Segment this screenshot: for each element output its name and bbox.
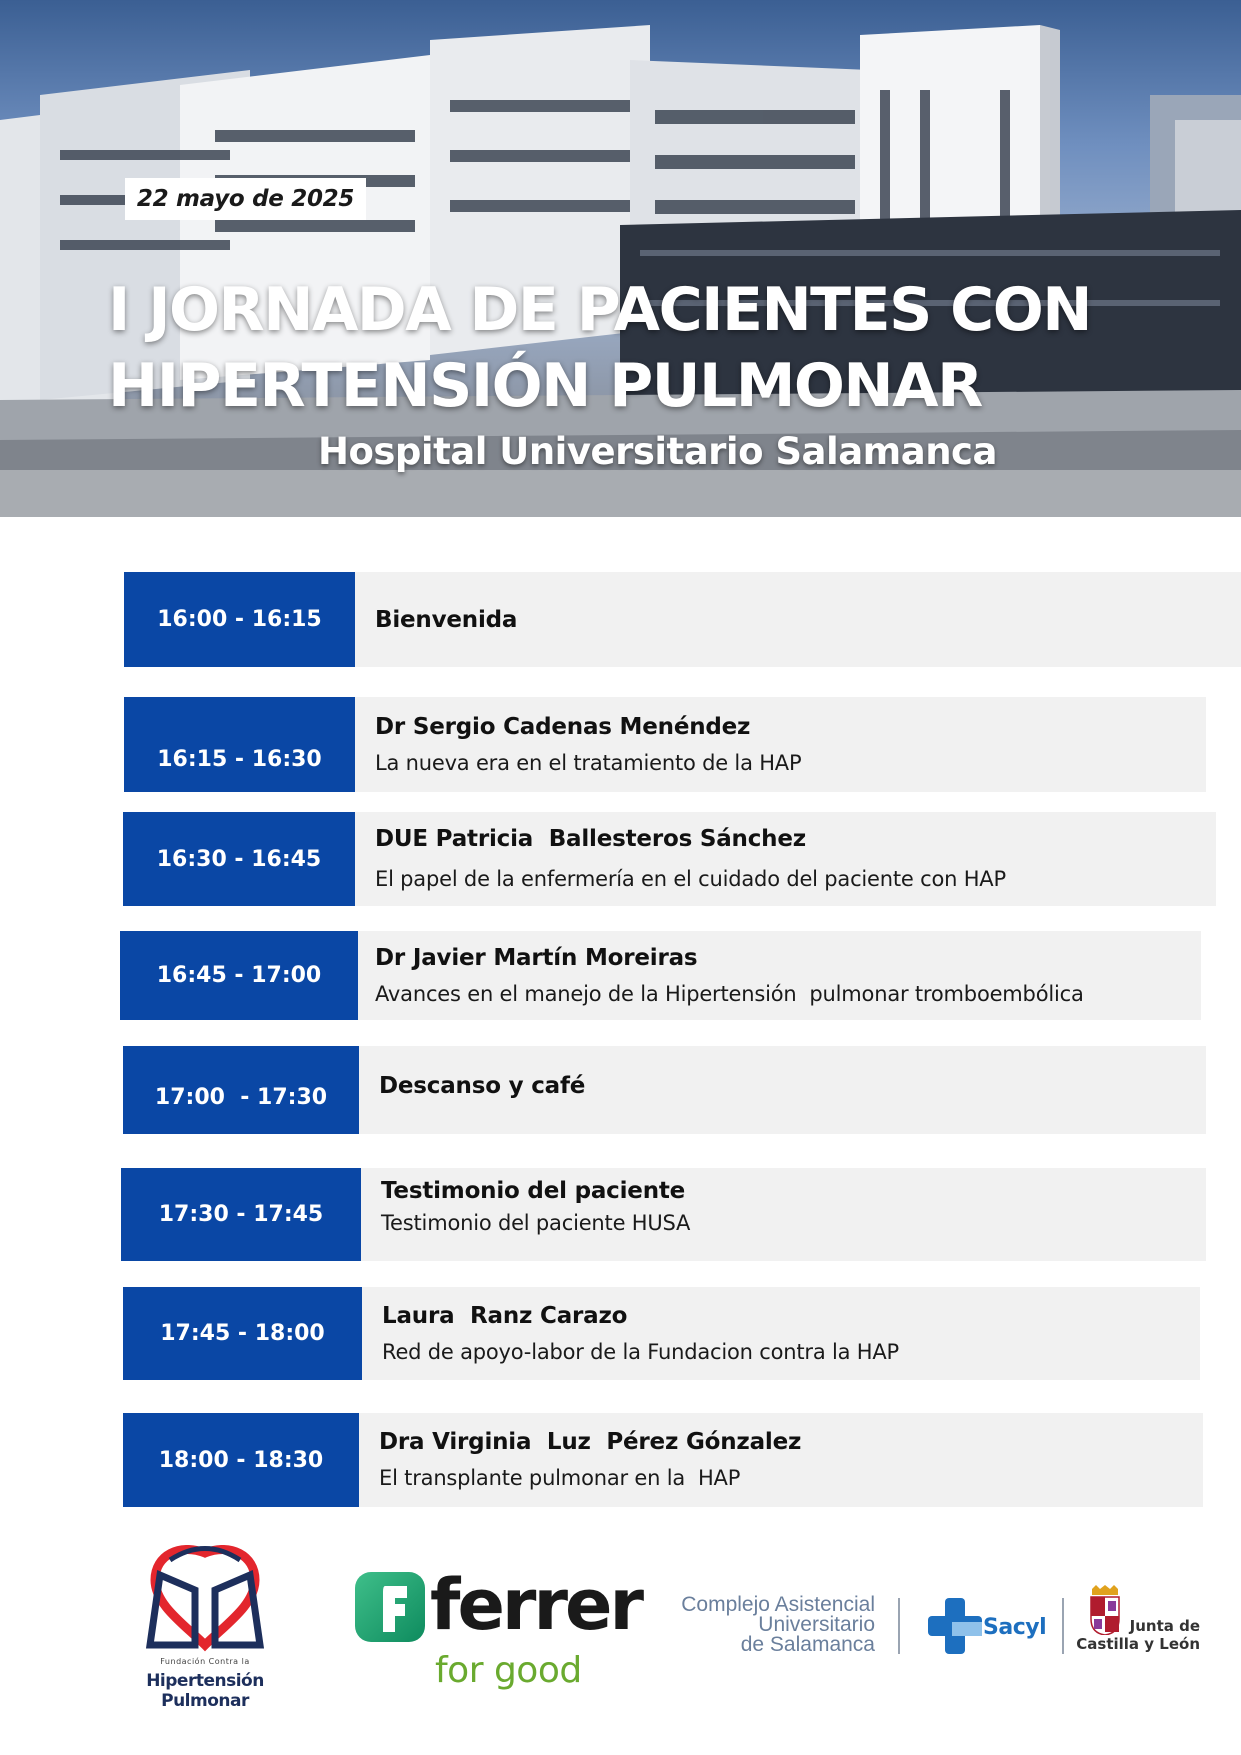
agenda-row (124, 572, 1241, 667)
agenda-speaker: Dr Javier Martín Moreiras (375, 944, 698, 971)
event-title-line2: HIPERTENSIÓN PULMONAR (108, 351, 982, 421)
agenda-topic: La nueva era en el tratamiento de la HAP (375, 750, 802, 775)
agenda-content (361, 1168, 1206, 1261)
hero-banner (0, 0, 1241, 517)
agenda-topic: Testimonio del paciente HUSA (381, 1211, 691, 1235)
agenda-topic: Avances en el manejo de la Hipertensión pulmonar tromboembólica (375, 981, 1084, 1006)
agenda-row (124, 697, 1206, 792)
ferrer-tagline: for good (435, 1650, 582, 1691)
junta-castilla-leon-name: Junta de Castilla y León (1076, 1617, 1200, 1653)
agenda-time: 17:30 - 17:45 (121, 1168, 361, 1261)
agenda-speaker: DUE Patricia Ballesteros Sánchez (375, 826, 806, 852)
divider (898, 1598, 900, 1654)
agenda-row (123, 1046, 1206, 1134)
agenda-title: Bienvenida (375, 606, 518, 633)
complejo-asistencial-name: Complejo Asistencial Universitario de Salamanca (681, 1593, 875, 1656)
logo-junta-castilla-leon (1060, 1585, 1200, 1660)
agenda-time: 16:30 - 16:45 (123, 812, 355, 906)
agenda-time: 16:15 - 16:30 (124, 697, 355, 792)
agenda-content (355, 812, 1216, 906)
agenda-topic: Red de apoyo-labor de la Fundacion contra la HAP (382, 1339, 899, 1364)
logo-complejo-asistencial (660, 1595, 875, 1665)
heart-lungs-icon (100, 1545, 310, 1657)
sacyl-wordmark: Sacyl (983, 1615, 1047, 1640)
logo-sacyl (928, 1598, 1058, 1658)
event-venue: Hospital Universitario Salamanca (318, 430, 997, 473)
agenda-time: 16:45 - 17:00 (120, 931, 358, 1020)
fundacion-name: Hipertensión Pulmonar (146, 1671, 264, 1711)
ferrer-wordmark: ferrer (430, 1564, 641, 1646)
fundacion-small-text: Fundación Contra la (160, 1657, 250, 1666)
agenda-speaker: Laura Ranz Carazo (382, 1302, 628, 1329)
agenda-time: 17:00 - 17:30 (123, 1046, 359, 1134)
agenda-topic: El papel de la enfermería en el cuidado del paciente con HAP (375, 867, 1006, 891)
agenda-title: Descanso y café (379, 1073, 586, 1099)
agenda-row (123, 1287, 1200, 1380)
event-title (108, 272, 1228, 424)
logo-fundacion-hipertension (100, 1545, 310, 1711)
agenda-time: 17:45 - 18:00 (123, 1287, 362, 1380)
agenda-content (362, 1287, 1200, 1380)
agenda-time: 16:00 - 16:15 (124, 572, 355, 667)
agenda-content (358, 931, 1201, 1020)
event-title-line1: I JORNADA DE PACIENTES CON (108, 275, 1091, 345)
event-date: 22 mayo de 2025 (125, 178, 366, 220)
agenda-row (121, 1168, 1206, 1261)
agenda-content (355, 697, 1206, 792)
agenda-speaker: Dr Sergio Cadenas Menéndez (375, 713, 751, 740)
logo-ferrer (355, 1564, 645, 1691)
agenda-content (359, 1413, 1203, 1507)
agenda-content (355, 572, 1241, 667)
agenda-speaker: Testimonio del paciente (381, 1178, 686, 1204)
agenda-topic: El transplante pulmonar en la HAP (379, 1466, 741, 1490)
agenda-row (123, 812, 1216, 906)
agenda-speaker: Dra Virginia Luz Pérez Gónzalez (379, 1429, 802, 1455)
agenda-row (120, 931, 1201, 1020)
agenda-time: 18:00 - 18:30 (123, 1413, 359, 1507)
agenda-content (359, 1046, 1206, 1134)
ferrer-f-icon (355, 1572, 425, 1642)
sacyl-cross-icon (928, 1598, 982, 1654)
agenda-row (123, 1413, 1203, 1507)
